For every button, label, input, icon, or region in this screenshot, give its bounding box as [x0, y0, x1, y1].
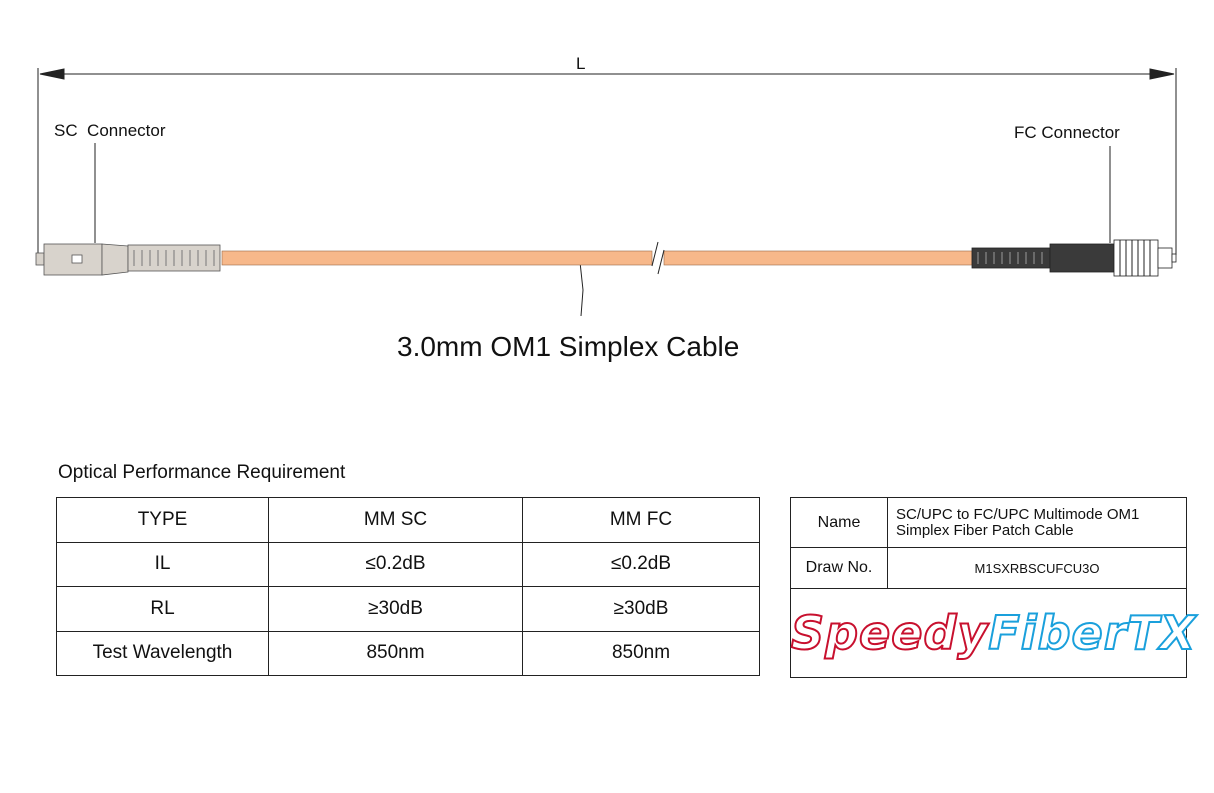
il-fc-value: ≤0.2dB — [523, 542, 760, 587]
header-mm-fc: MM FC — [523, 498, 760, 543]
cable-label: 3.0mm OM1 Simplex Cable — [397, 331, 740, 362]
cable — [222, 242, 972, 274]
fc-connector-label: FC Connector — [1014, 123, 1120, 142]
rl-sc-value: ≥30dB — [269, 587, 523, 632]
header-type: TYPE — [57, 498, 269, 543]
row-label-rl: RL — [57, 587, 269, 632]
draw-number-value: M1SXRBSCUFCU3O — [888, 548, 1187, 589]
name-key: Name — [791, 498, 888, 548]
sc-connector — [36, 244, 220, 275]
name-value: SC/UPC to FC/UPC Multimode OM1 Simplex Fiber Patch Cable — [888, 498, 1187, 548]
fc-connector — [972, 240, 1176, 276]
row-label-il: IL — [57, 542, 269, 587]
title-block — [790, 497, 1197, 678]
dimension-label: L — [576, 54, 586, 73]
wavelength-sc-value: 850nm — [269, 631, 523, 676]
performance-title: Optical Performance Requirement — [58, 462, 346, 483]
cable-leader-line — [580, 262, 583, 316]
table-header-row — [57, 498, 760, 543]
table-row — [57, 631, 760, 676]
dimension-line — [38, 68, 1176, 255]
draw-number-key: Draw No. — [791, 548, 888, 589]
logo-part-fibertx: FiberTX — [988, 606, 1197, 660]
wavelength-fc-value: 850nm — [523, 631, 760, 676]
logo-cell — [791, 589, 1197, 678]
logo-part-speedy: Speedy — [791, 606, 989, 660]
performance-table — [56, 497, 760, 676]
rl-fc-value: ≥30dB — [523, 587, 760, 632]
header-mm-sc: MM SC — [269, 498, 523, 543]
draw-number-row — [791, 548, 1187, 589]
logo-row — [791, 589, 1187, 678]
row-label-wavelength: Test Wavelength — [57, 631, 269, 676]
sc-connector-label: SC Connector — [54, 121, 166, 140]
name-row — [791, 498, 1187, 548]
table-row — [57, 587, 760, 632]
table-row — [57, 542, 760, 587]
il-sc-value: ≤0.2dB — [269, 542, 523, 587]
company-logo — [791, 606, 1196, 660]
